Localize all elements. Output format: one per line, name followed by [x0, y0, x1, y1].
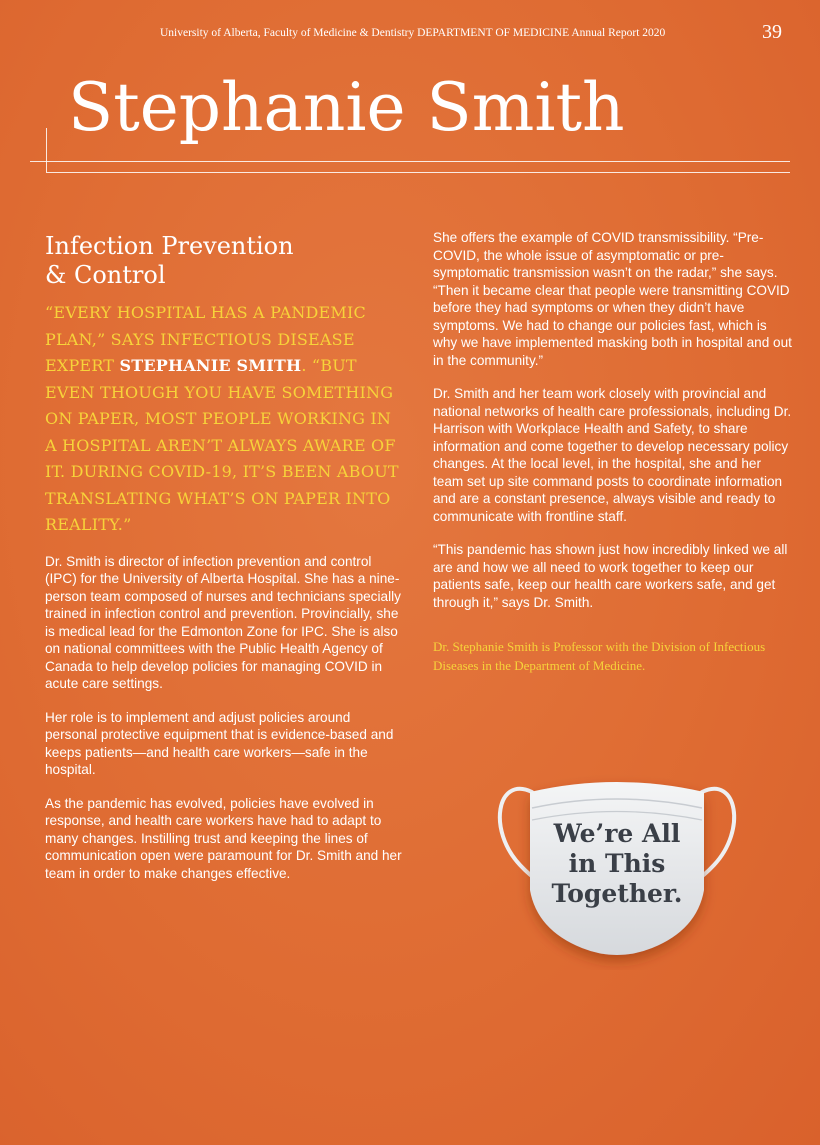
mask-text-line2: in This — [568, 849, 666, 878]
page-title: Stephanie Smith — [68, 69, 625, 146]
body-paragraph: Dr. Smith is director of infection prevention and control (IPC) for the University of Alberta Hospital. She has a nine-person team composed of nurses and technicians specially trained in infection control and prevention. Provincially, she is medical lead for the Edmonton Zone for IPC. She is also on national committees with the Public Health Agency of Canada to help develop policies for managing COVID in acute care settings. — [45, 553, 401, 691]
pull-quote-name: STEPHANIE SMITH — [119, 356, 302, 375]
body-paragraph: Dr. Smith and her team work closely with provincial and national networks of health care professionals, including Dr. Harrison with Workplace Health and Safety, to share information and come together to develop necessary policy changes. At the local level, in the hospital, she and her team set up site command posts to coordinate information and are a constant presence, always visible and ready to communicate with frontline staff. — [433, 386, 792, 524]
pull-quote — [45, 300, 405, 539]
left-column — [45, 232, 405, 898]
section-title-line1: Infection Prevention — [45, 232, 294, 260]
title-rule-bottom — [46, 172, 790, 173]
running-header: University of Alberta, Faculty of Medicine & Dentistry DEPARTMENT OF MEDICINE Annual Report 2020 — [160, 27, 666, 39]
section-title — [45, 232, 405, 290]
right-column — [433, 229, 793, 675]
page-number: 39 — [762, 21, 782, 43]
pull-quote-part1: “EVERY HOSPITAL HAS A PANDEMIC PLAN,” SAYS INFECTIOUS DISEASE EXPERT — [45, 303, 366, 375]
mask-text-line3: Together. — [551, 879, 683, 908]
mask-text-line1: We’re All — [553, 819, 681, 848]
body-paragraph: As the pandemic has evolved, policies have evolved in response, and health care workers have had to adapt to many changes. Instilling trust and keeping the lines of communication open were paramount for Dr. Smith and her team in order to make changes effective. — [45, 795, 402, 881]
title-rule-vertical — [46, 128, 47, 172]
pull-quote-part2: . “BUT EVEN THOUGH YOU HAVE SOMETHING ON PAPER, MOST PEOPLE WORKING IN A HOSPITAL AREN’T ALWAYS AWARE OF IT. DURING COVID-19, IT’S BEEN ABOUT TRANSLATING WHAT’S ON PAPER INTO REALITY.” — [45, 356, 399, 534]
body-paragraph: Her role is to implement and adjust policies around personal protective equipment that is evidence-based and keeps patients—and health care workers—safe in the hospital. — [45, 709, 394, 777]
body-paragraph: “This pandemic has shown just how incredibly linked we all are and how we all need to work together to keep our patients safe, keep our health care workers safe, and get through it,” says Dr. Smith. — [433, 542, 788, 610]
section-title-line2: & Control — [45, 261, 166, 289]
title-rule-top — [30, 161, 790, 162]
photo-caption: Dr. Stephanie Smith is Professor with the Division of Infectious Diseases in the Department of Medicine. — [433, 639, 766, 673]
face-mask-illustration — [492, 770, 742, 970]
body-paragraph: She offers the example of COVID transmissibility. “Pre-COVID, the whole issue of asymptomatic or pre-symptomatic transmission wasn’t on the radar,” she says. “Then it became clear that people were transmitting COVID before they had symptoms or when they didn’t have symptoms. We had to change our policies fast, which is why we have implemented masking both in hospital and out in the community.” — [433, 230, 792, 368]
